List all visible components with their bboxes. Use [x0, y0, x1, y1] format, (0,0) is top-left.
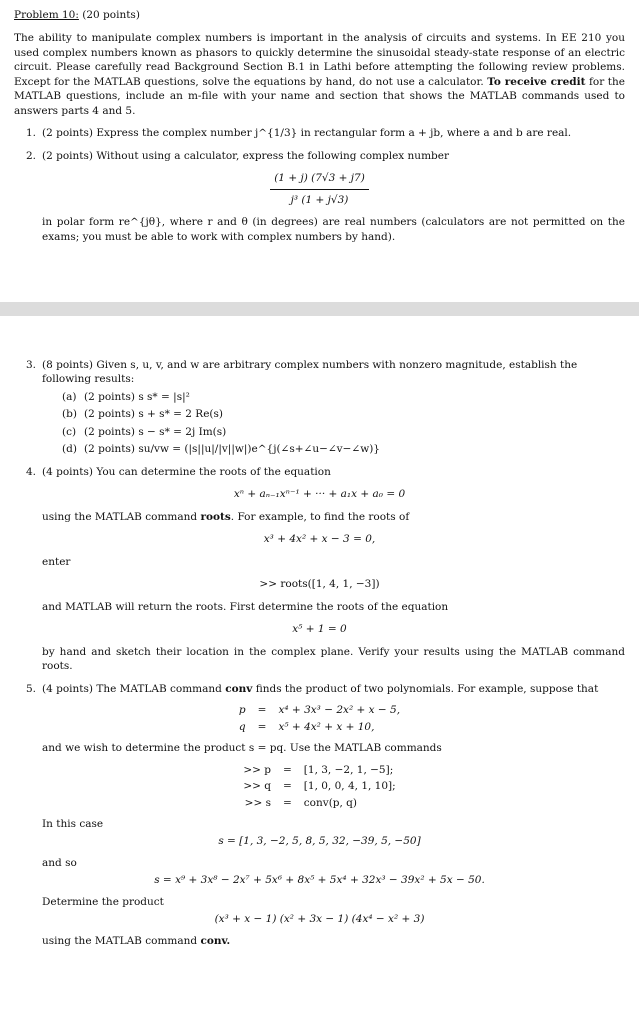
part-text: (2 points) s − s* = 2j Im(s): [84, 425, 227, 438]
in-this-case: In this case: [42, 818, 104, 831]
equation-example: x³ + 4x² + x − 3 = 0,: [263, 533, 376, 546]
problem-points: (20 points): [82, 9, 140, 21]
and-so: and so: [42, 857, 77, 870]
q4-mid-text-b: . For example, to find the roots of: [230, 510, 410, 523]
intro-text: The ability to manipulate complex numbers is important in the analysis of circuits and systems. In EE 210 you used complex numbers known as phasors to quickly determine the sinusoidal steady-state response of an electric circuit. Please carefully read Background Section B.1 in Lathi before attempting the following review problems. Except for the MATLAB questions, solve the equations by hand, do not use a calculator.: [14, 32, 625, 88]
question-number: 3.: [25, 359, 36, 371]
fraction-denominator: j³ (1 + j√3): [290, 193, 349, 206]
q5-text-b: finds the product of two polynomials. For example, suppose that: [255, 682, 599, 695]
def-row: [233, 702, 406, 718]
cmd-rhs: [1, 0, 0, 4, 1, 10];: [303, 780, 396, 793]
q5-text-a: (4 points) The MATLAB command: [42, 682, 222, 695]
cmd-row: [237, 762, 401, 778]
q4-enter: enter: [42, 555, 71, 568]
equation-x5: x⁵ + 1 = 0: [292, 623, 347, 636]
q4-after: by hand and sketch their location in the complex plane. Verify your results using the MATLAB command roots.: [42, 645, 625, 673]
cmd-lhs: >> s: [244, 796, 271, 809]
part-label: (d): [62, 443, 77, 456]
question-text: (2 points) Express the complex number j^{1/3} in rectangular form a + jb, where a and b are real.: [42, 127, 572, 140]
question-text: [42, 682, 625, 696]
q5-closing: [14, 934, 625, 948]
using-text: using the MATLAB command: [42, 935, 198, 948]
equation-general: xⁿ + aₙ₋₁xⁿ⁻¹ + ··· + a₁x + a₀ = 0: [233, 488, 406, 501]
question-4: [14, 465, 625, 479]
q4-text-1: [14, 510, 625, 524]
def-lhs: p: [238, 704, 246, 717]
question-1: [14, 126, 625, 140]
part-label: (b): [62, 408, 77, 421]
part-b: [62, 407, 625, 421]
def-rhs: x⁴ + 3x³ − 2x² + x − 5,: [278, 704, 401, 717]
cmd-op: =: [282, 763, 292, 776]
part-c: [62, 425, 625, 439]
def-row: [233, 719, 406, 735]
matlab-roots-command: >> roots([1, 4, 1, −3]): [259, 578, 380, 591]
cmd-op: =: [282, 780, 292, 793]
product-expression: (x³ + x − 1) (x² + 3x − 1) (4x⁴ − x² + 3): [214, 912, 425, 925]
question-5: [14, 682, 625, 696]
intro-bold: To receive credit: [487, 75, 586, 88]
part-label: (a): [62, 390, 77, 403]
def-op: =: [257, 720, 267, 733]
expanded-polynomial: s = x⁹ + 3x⁸ − 2x⁷ + 5x⁶ + 8x⁵ + 5x⁴ + 32x³ − 39x² + 5x − 50.: [154, 873, 485, 886]
polynomial-definitions: [233, 702, 406, 735]
question-number: 1.: [25, 127, 36, 140]
question-2-continuation: in polar form re^{jθ}, where r and θ (in degrees) are real numbers (calculators are not permitted on the exams; you must be able to work with complex numbers by hand).: [42, 216, 625, 243]
question-text: (2 points) Without using a calculator, express the following complex number: [42, 149, 449, 162]
conv-command: conv: [225, 682, 253, 695]
problem-heading: [14, 8, 625, 22]
def-lhs: q: [238, 720, 246, 733]
question-3: [14, 358, 625, 387]
part-a: [62, 390, 625, 404]
cmd-rhs: conv(p, q): [303, 796, 358, 809]
def-rhs: x⁵ + 4x² + x + 10,: [278, 720, 375, 733]
part-text: (2 points) s s* = |s|²: [84, 390, 190, 403]
fraction-equation: [14, 171, 625, 207]
conv-result: s = [1, 3, −2, 5, 8, 5, 32, −39, 5, −50]: [218, 834, 421, 847]
roots-command: roots: [200, 510, 231, 523]
cmd-lhs: >> q: [243, 780, 271, 793]
q4-text-2: and MATLAB will return the roots. First determine the roots of the equation: [42, 600, 449, 613]
problem-title: Problem 10:: [14, 9, 79, 21]
question-number: 4.: [25, 465, 36, 478]
fraction-numerator: (1 + j) (7√3 + j7): [270, 171, 369, 189]
page-top-section: [14, 8, 625, 244]
question-2: [14, 149, 625, 163]
page-separator: [0, 302, 639, 316]
cmd-op: =: [282, 796, 292, 809]
part-label: (c): [62, 425, 77, 438]
fraction: [270, 171, 369, 207]
def-op: =: [257, 704, 267, 717]
part-d: [62, 442, 625, 456]
question-text: (8 points) Given s, u, v, and w are arbitrary complex numbers with nonzero magnitude, establish the following results:: [42, 359, 578, 386]
q5-mid: and we wish to determine the product s = pq. Use the MATLAB commands: [42, 742, 442, 755]
question-3-parts: [14, 390, 625, 457]
cmd-lhs: >> p: [243, 763, 271, 776]
part-text: (2 points) s + s* = 2 Re(s): [84, 408, 224, 421]
question-number: 2.: [25, 149, 36, 162]
intro-tail: for the MATLAB questions, include an m-file with your name and section that shows the MATLAB commands used to answers parts 4 and 5.: [14, 75, 625, 117]
q4-mid-text: using the MATLAB command: [42, 510, 198, 523]
part-text: (2 points) su/vw = (|s||u|/|v||w|)e^{j(∠s+∠u−∠v−∠w)}: [84, 443, 380, 456]
conv-command-final: conv.: [200, 935, 231, 948]
page-bottom-section: [14, 358, 625, 949]
question-text: (4 points) You can determine the roots of the equation: [42, 465, 331, 478]
cmd-row: [237, 795, 401, 811]
problem-intro: [14, 31, 625, 118]
cmd-row: [237, 778, 401, 794]
question-number: 5.: [25, 682, 36, 695]
determine-product: Determine the product: [42, 896, 164, 909]
cmd-rhs: [1, 3, −2, 1, −5];: [303, 763, 394, 776]
matlab-commands: [237, 762, 401, 811]
